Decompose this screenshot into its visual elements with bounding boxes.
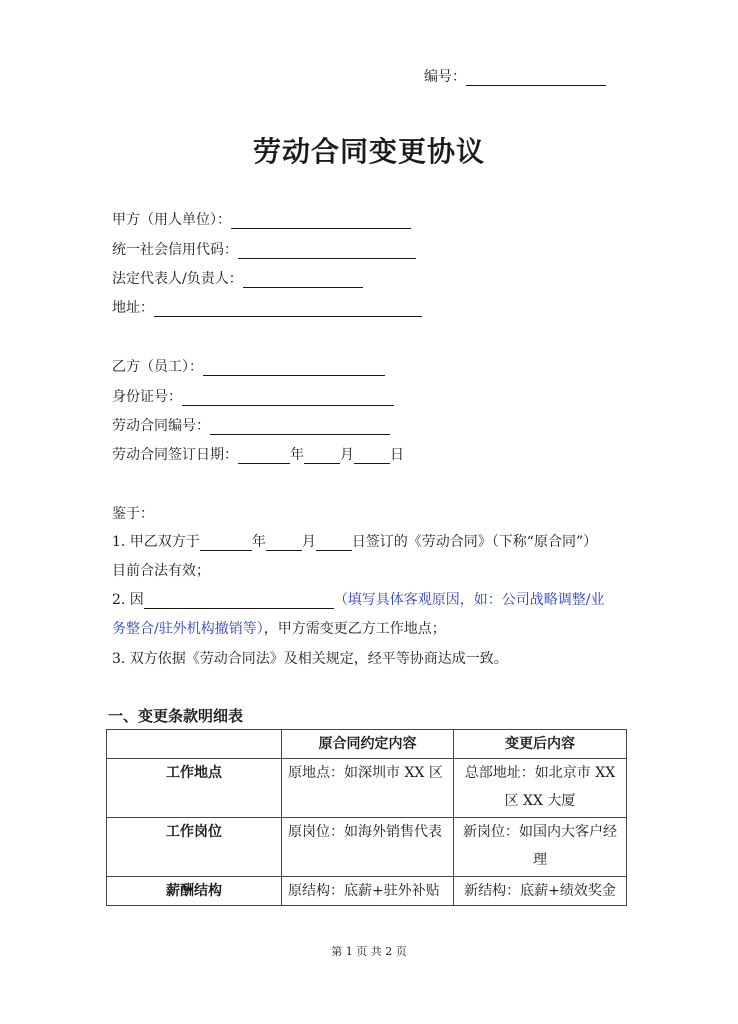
party-b-name-label: 乙方（员工）： — [112, 359, 203, 375]
address-row — [112, 299, 422, 317]
party-a-name-blank — [231, 213, 411, 229]
recital-item-2 — [112, 591, 605, 609]
table-row — [107, 759, 627, 818]
recital-1-year: 年 — [251, 534, 266, 550]
row-1-changed-line-2: 区 XX 大厦 — [504, 793, 576, 809]
sign-month-blank — [304, 448, 340, 464]
recital-2-hint-line-1: （填写具体客观原因，如：公司战略调整/业 — [333, 592, 605, 608]
row-3-changed-line-1: 新结构：底薪+绩效奖金 — [464, 883, 616, 899]
credit-code-blank — [238, 243, 416, 259]
address-label: 地址： — [112, 300, 154, 316]
section-1-heading: 一、变更条款明细表 — [108, 707, 244, 725]
contract-number-blank — [210, 419, 390, 435]
table-header-item — [107, 730, 282, 759]
row-1-changed-line-1: 总部地址：如北京市 XX — [464, 765, 616, 781]
contract-number-label: 劳动合同编号： — [112, 418, 210, 434]
recital-item-1-line-2: 目前合法有效； — [112, 563, 210, 579]
sign-day-blank — [354, 448, 390, 464]
row-1-original: 原地点：如深圳市 XX 区 — [282, 759, 454, 818]
recital-2-hint-line-2: 务整合/驻外机构撤销等） — [112, 621, 264, 637]
recital-item-2-line-2 — [112, 620, 446, 638]
table-header-changed: 变更后内容 — [454, 730, 627, 759]
page-footer: 第 1 页 共 2 页 — [331, 945, 407, 958]
recital-item-3: 3. 双方依据《劳动合同法》及相关规定，经平等协商达成一致。 — [112, 651, 508, 667]
id-number-label: 身份证号： — [112, 389, 182, 405]
recital-item-1 — [112, 533, 597, 551]
party-a-name-row — [112, 211, 411, 229]
recital-2-suffix: ，甲方需变更乙方工作地点； — [263, 621, 446, 637]
row-2-changed — [454, 818, 627, 877]
party-b-name-blank — [203, 360, 385, 376]
recital-2-prefix: 2. 因 — [112, 592, 144, 608]
row-1-changed — [454, 759, 627, 818]
row-3-item: 薪酬结构 — [107, 877, 282, 906]
table-row — [107, 877, 627, 906]
table-header-original: 原合同约定内容 — [282, 730, 454, 759]
recital-2-reason-blank — [144, 593, 334, 609]
recital-1-month-blank — [266, 535, 302, 551]
serial-number-blank — [466, 70, 606, 86]
recital-1-year-blank — [200, 535, 252, 551]
row-1-item: 工作地点 — [107, 759, 282, 818]
id-number-blank — [182, 390, 394, 406]
change-terms-table — [106, 729, 627, 906]
row-2-original: 原岗位：如海外销售代表 — [282, 818, 454, 877]
credit-code-label: 统一社会信用代码： — [112, 242, 238, 258]
table-header-row — [107, 730, 627, 759]
address-blank — [154, 301, 422, 317]
serial-number-row — [424, 66, 606, 86]
table-row — [107, 818, 627, 877]
row-2-changed-line-1: 新岗位：如国内大客户经 — [463, 824, 617, 840]
sign-date-row — [112, 446, 404, 464]
legal-rep-label: 法定代表人/负责人： — [112, 271, 243, 287]
legal-rep-blank — [243, 272, 363, 288]
document-title: 劳动合同变更协议 — [252, 135, 485, 168]
sign-year-label: 年 — [290, 447, 304, 463]
legal-rep-row — [112, 270, 363, 288]
recital-1-prefix: 1. 甲乙双方于 — [112, 534, 200, 550]
row-2-item: 工作岗位 — [107, 818, 282, 877]
id-number-row — [112, 388, 394, 406]
serial-number-label: 编号： — [424, 69, 466, 85]
party-a-name-label: 甲方（用人单位）： — [112, 212, 231, 228]
credit-code-row — [112, 241, 416, 259]
recital-1-month: 月 — [301, 534, 316, 550]
recital-1-day-blank — [316, 535, 352, 551]
sign-year-blank — [238, 448, 290, 464]
sign-day-label: 日 — [390, 447, 404, 463]
sign-month-label: 月 — [340, 447, 354, 463]
row-2-changed-line-2: 理 — [533, 852, 547, 868]
sign-date-label: 劳动合同签订日期： — [112, 447, 238, 463]
recitals-intro: 鉴于： — [112, 506, 154, 522]
contract-number-row — [112, 417, 390, 435]
recital-1-suffix: 日签订的《劳动合同》（下称“原合同”） — [351, 534, 598, 550]
row-3-original: 原结构：底薪+驻外补贴 — [282, 877, 454, 906]
party-b-name-row — [112, 358, 385, 376]
row-3-changed — [454, 877, 627, 906]
